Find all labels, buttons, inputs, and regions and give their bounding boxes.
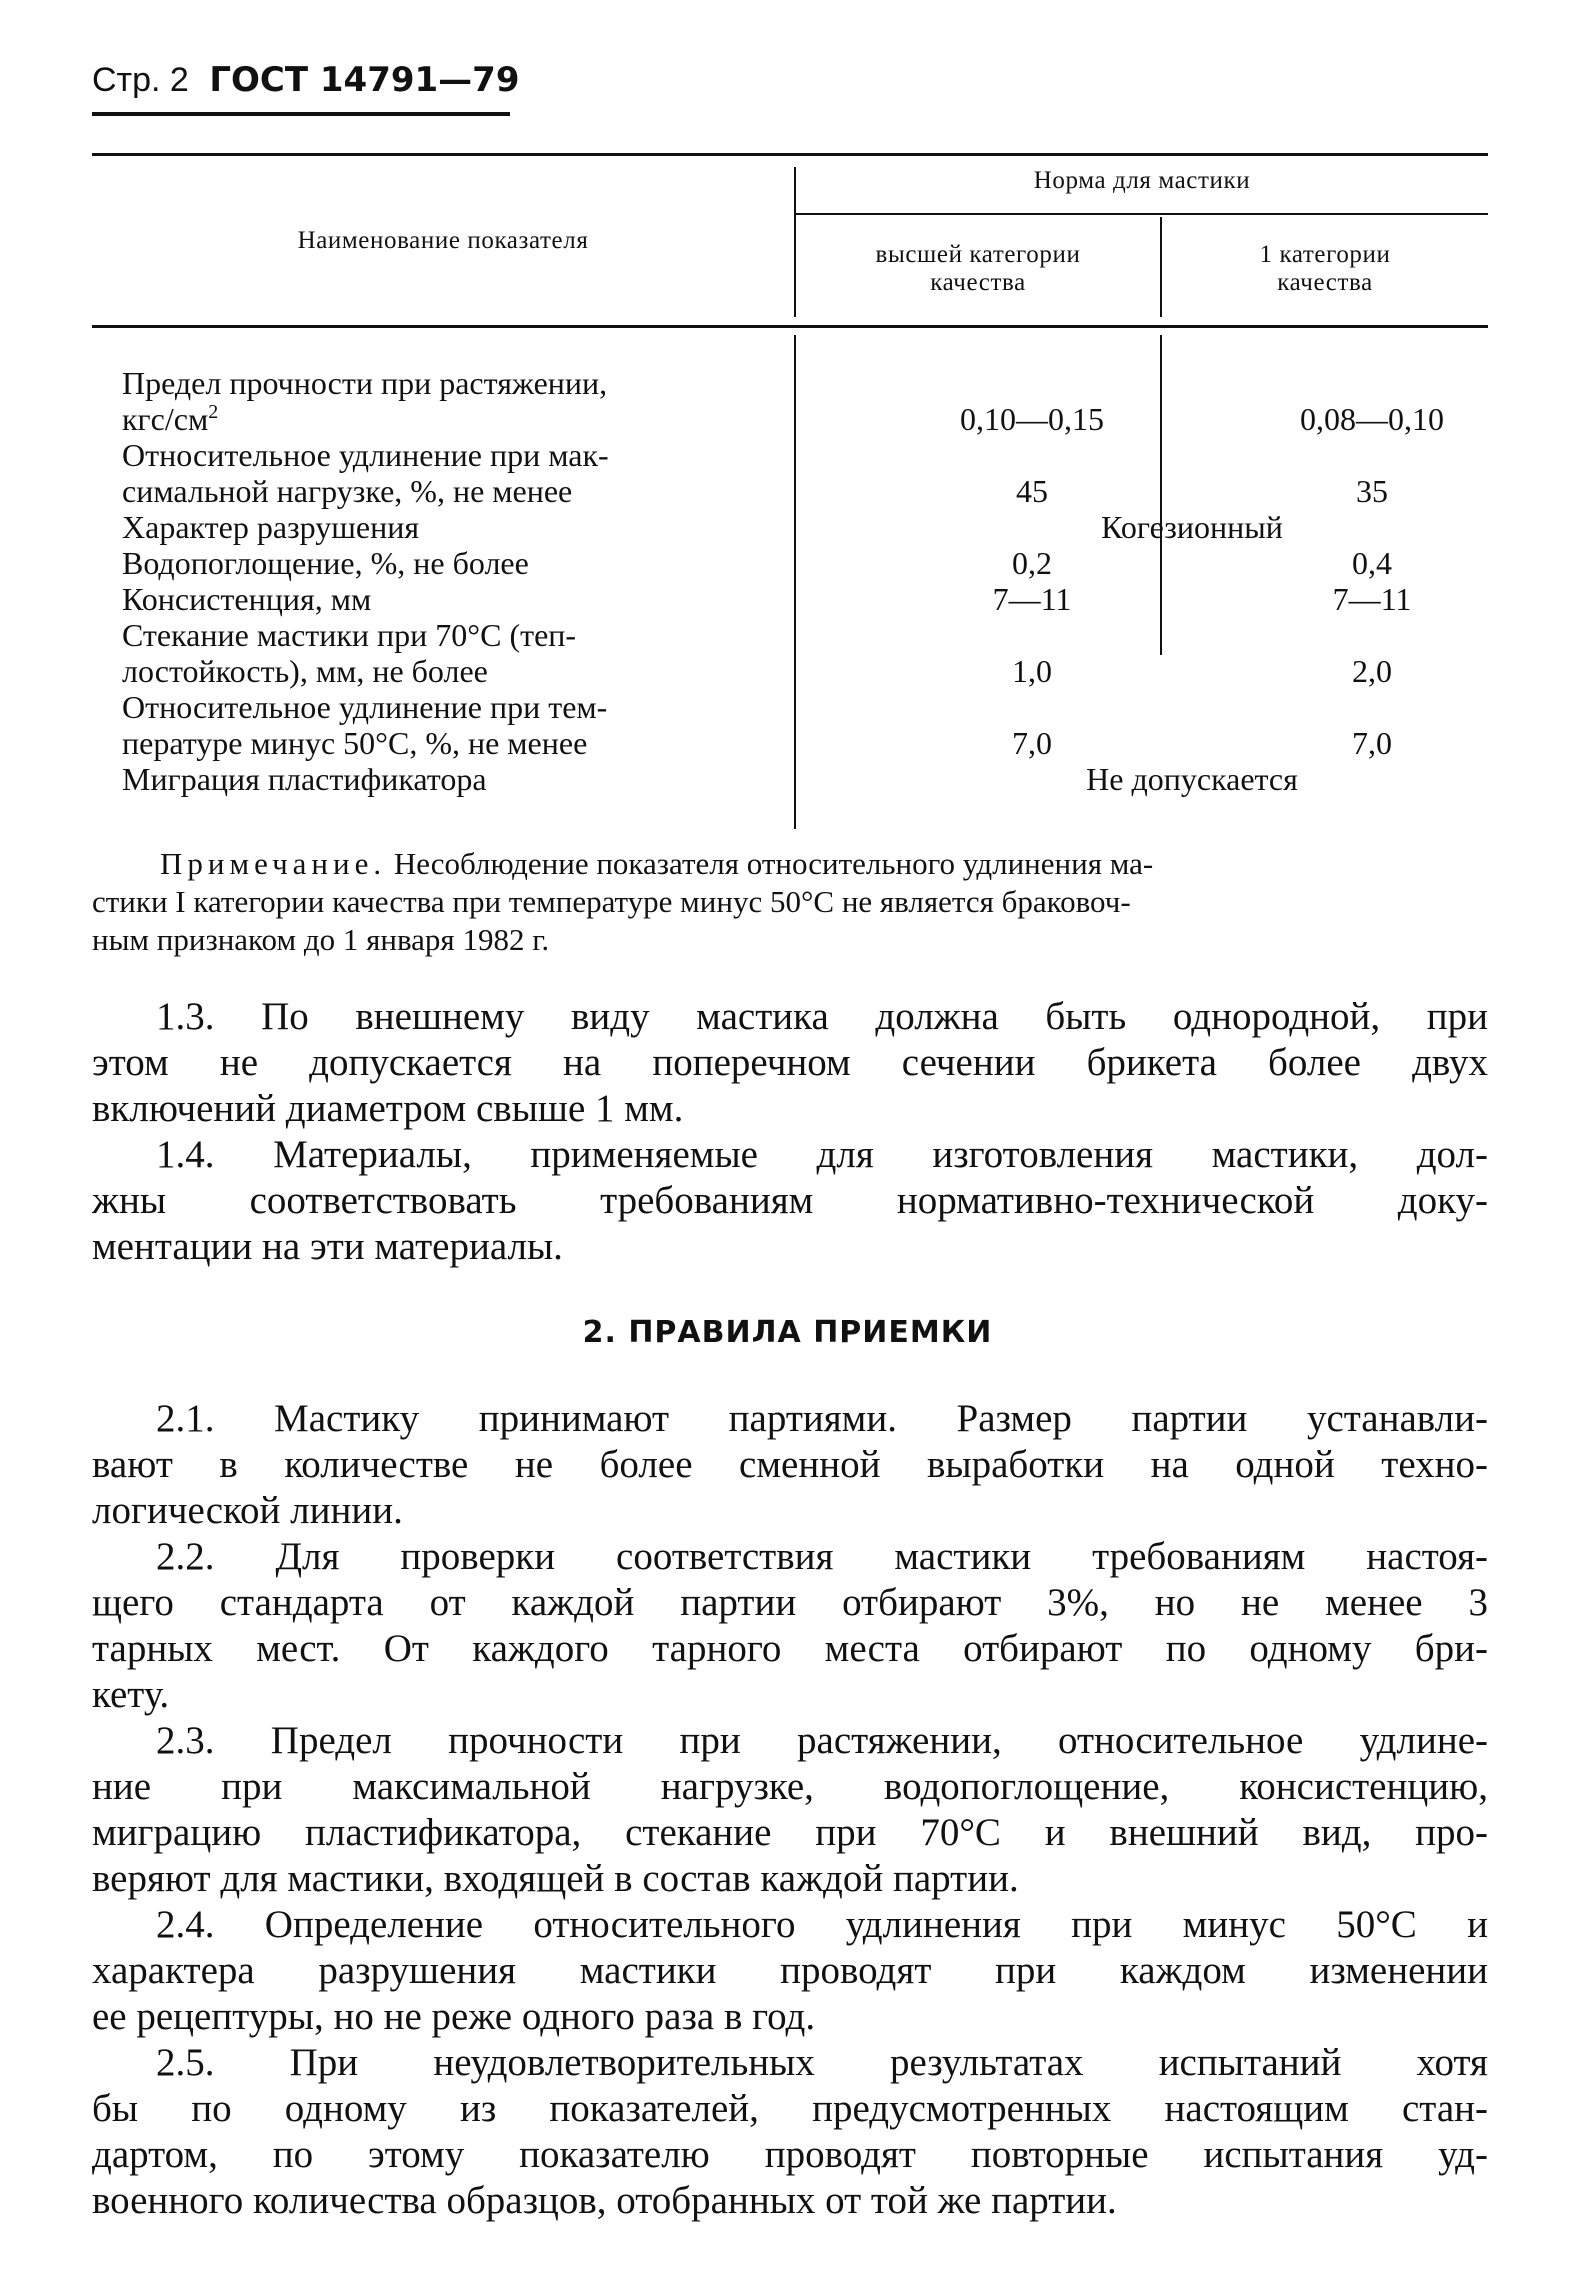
table-note: Примечание. Несоблюдение показателя относительного удлинения ма- <box>160 846 1154 881</box>
paragraph-2-5: 2.5. При неудовлетворительных результатах испытаний хотя бы по одному из показателей, предусмотренных настоящим стан- дартом, по этому показателю проводят повторные испытания уд- военного количества образцов, отобранных от той же партии. <box>92 2041 1488 2222</box>
row-name: Предел прочности при растяжении, кгс/$см^2$ <box>122 365 608 437</box>
header-bottom-rule <box>92 325 1488 328</box>
standard-designation: ГОСТ 14791—79 <box>209 60 520 100</box>
row-name: Стекание мастики при 70°C (теп- лостойкость), мм, не более <box>122 617 577 689</box>
value-top-category: 45 <box>1016 473 1048 509</box>
col-header-name: Наименование показателя <box>297 227 589 254</box>
value-first-category: 2,0 <box>1352 653 1392 689</box>
value-top-category: 1,0 <box>1012 653 1052 689</box>
value-top-category: 0,2 <box>1012 545 1052 581</box>
table-note-cont: стики I категории качества при температуре минус 50°C не является браковоч- ным признаком до 1 января 1982 г. <box>92 884 1131 957</box>
value-both-categories: Когезионный <box>1101 509 1283 545</box>
table-top-rule <box>92 153 1488 156</box>
paragraph-2-1: 2.1. Мастику принимают партиями. Размер партии устанавли- вают в количестве не более сменной выработки на одной техно- логической линии. <box>92 1397 1488 1532</box>
col-header-top-category: высшей категории качества <box>875 241 1081 296</box>
value-first-category: 7—11 <box>1332 581 1412 617</box>
col-header-group: Норма для мастики <box>1033 167 1251 194</box>
running-header <box>92 60 520 100</box>
row-name: Относительное удлинение при мак- симальной нагрузке, %, не менее <box>122 437 609 509</box>
section-title: 2. ПРАВИЛА ПРИЕМКИ <box>582 1315 993 1350</box>
col-header-first-category: 1 категории качества <box>1259 241 1391 296</box>
row-name: Относительное удлинение при тем- пературе минус 50°C, %, не менее <box>122 689 608 761</box>
superscript: 2 <box>208 401 219 423</box>
paragraph-2-4: 2.4. Определение относительного удлинения при минус 50°C и характера разрушения мастики проводят при каждом изменении ее рецептуры, но не реже одного раза в год. <box>92 1903 1488 2038</box>
row-name: Миграция пластификатора <box>122 761 487 797</box>
row-name: Консистенция, мм <box>122 581 372 617</box>
value-first-category: 0,08—0,10 <box>1300 401 1444 437</box>
value-top-category: 7—11 <box>992 581 1072 617</box>
value-first-category: 7,0 <box>1352 725 1392 761</box>
paragraph-2-3: 2.3. Предел прочности при растяжении, относительное удлине- ние при максимальной нагрузке, водопоглощение, консистенцию, миграцию пластификатора, стекание при 70°C и внешний вид, про- веряют для мастики, входящей в состав каждой партии. <box>92 1719 1488 1900</box>
requirements-table <box>92 153 1488 829</box>
value-top-category: 7,0 <box>1012 725 1052 761</box>
value-top-category: 0,10—0,15 <box>960 401 1104 437</box>
paragraph-1-4: 1.4. Материалы, применяемые для изготовления мастики, дол- жны соответствовать требованиям нормативно-технической доку- ментации на эти материалы. <box>92 1133 1488 1268</box>
paragraph-1-3: 1.3. По внешнему виду мастика должна быть однородной, при этом не допускается на поперечном сечении брикета более двух включений диаметром свыше 1 мм. <box>92 995 1488 1130</box>
value-first-category: 35 <box>1356 473 1388 509</box>
value-first-category: 0,4 <box>1352 545 1392 581</box>
paragraph-2-2: 2.2. Для проверки соответствия мастики требованиям настоя- щего стандарта от каждой партии отбирают 3%, но не менее 3 тарных мест. От каждого тарного места отбирают по одному бри- кету. <box>92 1535 1488 1716</box>
value-both-categories: Не допускается <box>1086 761 1298 797</box>
group-header-rule <box>794 213 1488 215</box>
row-name: Водопоглощение, %, не более <box>122 545 529 581</box>
header-rule <box>92 112 510 116</box>
row-name: Характер разрушения <box>122 509 420 545</box>
page-number: Стр. 2 <box>92 61 189 99</box>
note-lead: Примечание. <box>160 846 387 881</box>
